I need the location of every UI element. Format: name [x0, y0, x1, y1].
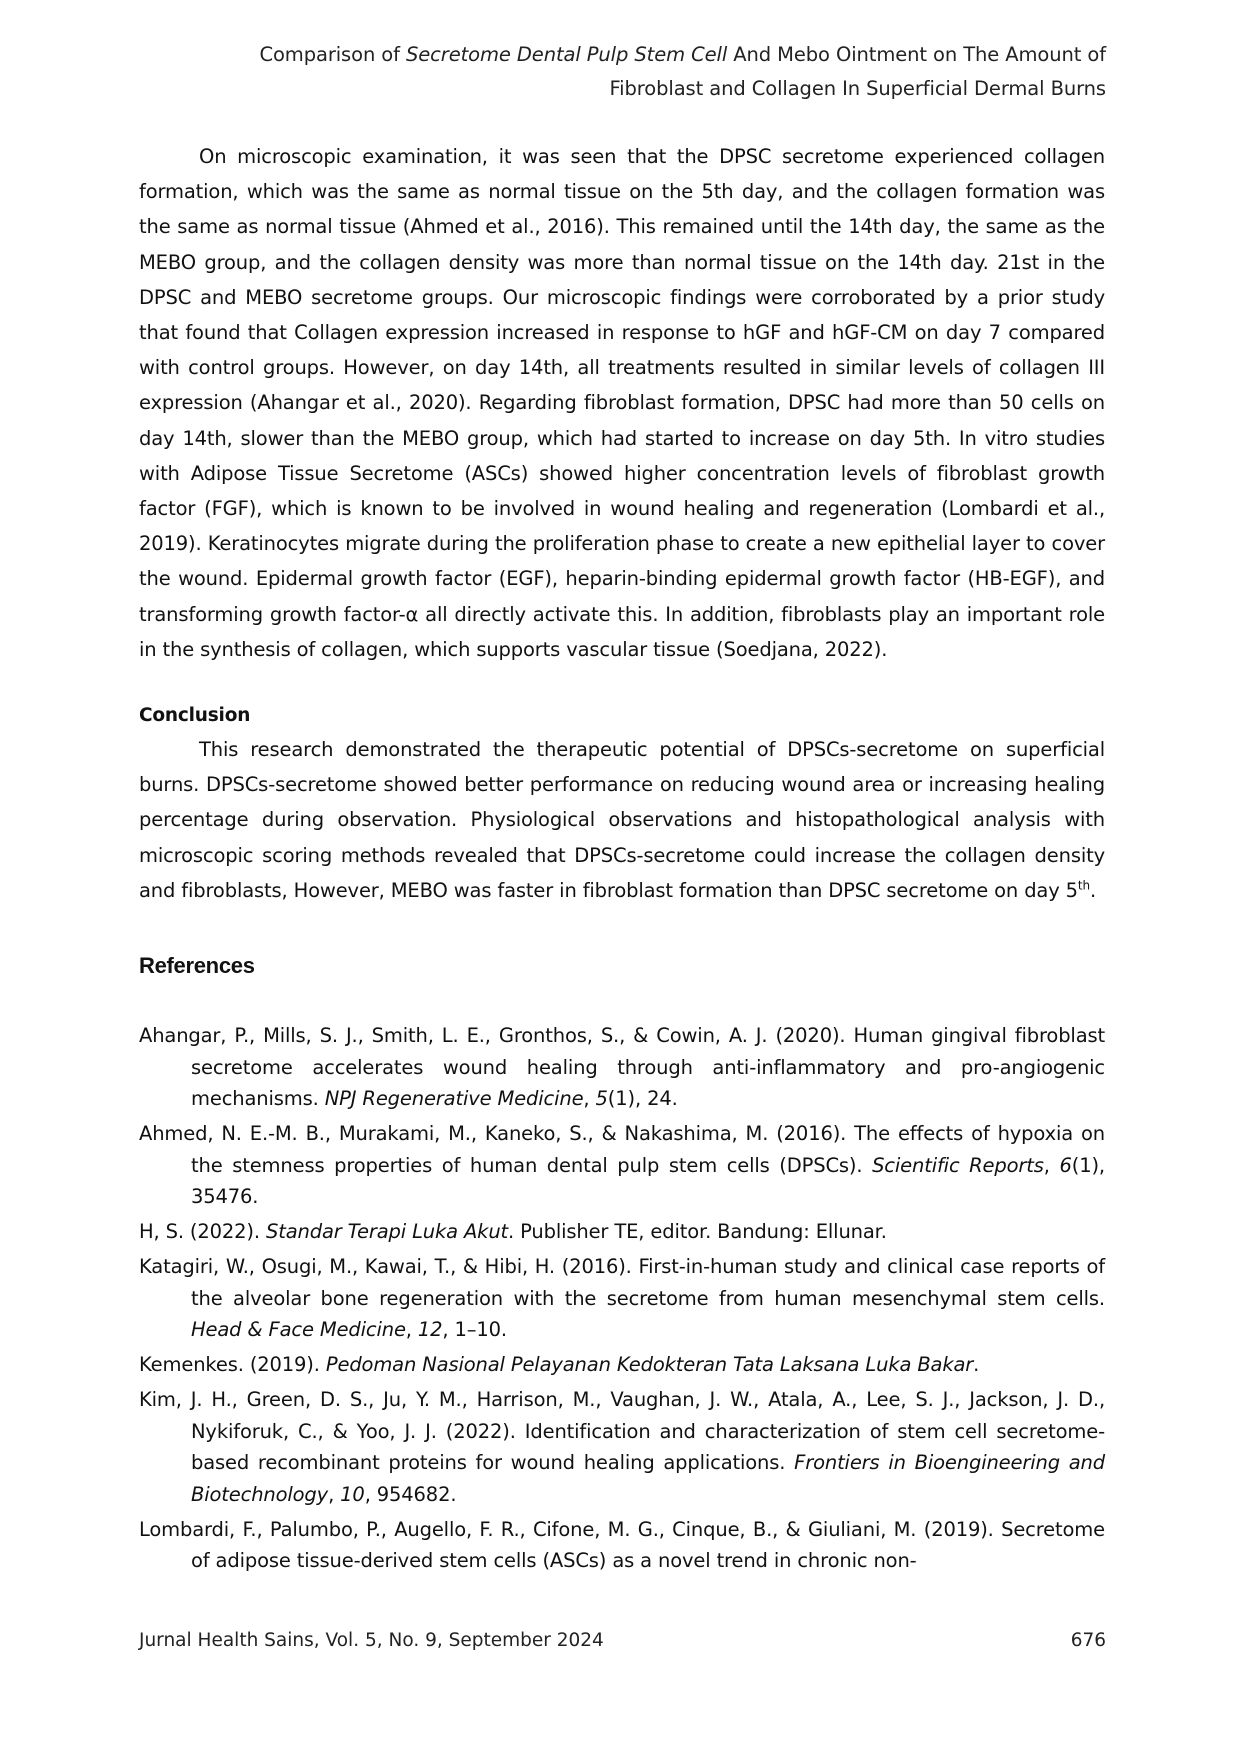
references-heading: References	[139, 953, 255, 979]
discussion-paragraph: On microscopic examination, it was seen that the DPSC secretome experienced collagen formation, which was the same as normal tissue on the 5th day, and the collagen formation was the same as normal tissue (Ahmed et al., 2016). This remained until the 14th day, the same as the MEBO group, and the collagen density was more than normal tissue on the 14th day. 21st in the DPSC and MEBO secretome groups. Our microscopic findings were corroborated by a prior study that found that Collagen expression increased in response to hGF and hGF-CM on day 7 compared with control groups. However, on day 14th, all treatments resulted in similar levels of collagen III expression (Ahangar et al., 2020). Regarding fibroblast formation, DPSC had more than 50 cells on day 14th, slower than the MEBO group, which had started to increase on day 5th. In vitro studies with Adipose Tissue Secretome (ASCs) showed higher concentration levels of fibroblast growth factor (FGF), which is known to be involved in wound healing and regeneration (Lombardi et al., 2019). Keratinocytes migrate during the proliferation phase to create a new epithelial layer to cover the wound. Epidermal growth factor (EGF), heparin-binding epidermal growth factor (HB-EGF), and transforming growth factor-α all directly activate this. In addition, fibroblasts play an important role in the synthesis of collagen, which supports vascular tissue (Soedjana, 2022).	[139, 145, 1105, 661]
reference-item: Kim, J. H., Green, D. S., Ju, Y. M., Harrison, M., Vaughan, J. W., Atala, A., Lee, S. J., Jackson, J. D., Nykiforuk, C., & Yoo, J. J. (2022). Identification and characterization of stem cell secretome-based recombinant proteins for wound healing applications. Frontiers in Bioengineering and Biotechnology, 10, 954682.	[139, 1388, 1105, 1506]
running-header-italic: Secretome Dental Pulp Stem Cell	[406, 43, 728, 66]
reference-item: Ahangar, P., Mills, S. J., Smith, L. E., Gronthos, S., & Cowin, A. J. (2020). Human gingival fibroblast secretome accelerates wound healing through anti-inflammatory and pro-angiogenic mechanisms. NPJ Regenerative Medicine, 5(1), 24.	[139, 1024, 1105, 1111]
conclusion-paragraph: This research demonstrated the therapeutic potential of DPSCs-secretome on superficial burns. DPSCs-secretome showed better performance on reducing wound area or increasing healing percentage during observation. Physiological observations and histopathological analysis with microscopic scoring methods revealed that DPSCs-secretome could increase the collagen density and fibroblasts, However, MEBO was faster in fibroblast formation than DPSC secretome on day 5th.	[139, 738, 1105, 902]
reference-item: H, S. (2022). Standar Terapi Luka Akut. Publisher TE, editor. Bandung: Ellunar.	[139, 1220, 887, 1244]
superscript-th: th	[1077, 878, 1090, 893]
conclusion-heading: Conclusion	[139, 705, 251, 727]
reference-list	[139, 1020, 1105, 1577]
running-header-line-2: Fibroblast and Collagen In Superficial Dermal Burns	[609, 77, 1106, 100]
running-header	[126, 38, 1106, 106]
running-header-line-1: Comparison of Secretome Dental Pulp Stem Cell And Mebo Ointment on The Amount of	[259, 43, 1106, 66]
reference-item: Katagiri, W., Osugi, M., Kawai, T., & Hibi, H. (2016). First-in-human study and clinical case reports of the alveolar bone regeneration with the secretome from human mesenchymal stem cells. Head & Face Medicine, 12, 1–10.	[139, 1255, 1105, 1342]
footer-journal: Jurnal Health Sains, Vol. 5, No. 9, September 2024	[139, 1630, 604, 1651]
reference-item: Kemenkes. (2019). Pedoman Nasional Pelayanan Kedokteran Tata Laksana Luka Bakar.	[139, 1353, 980, 1377]
page-body	[139, 139, 1105, 1580]
reference-item: Ahmed, N. E.-M. B., Murakami, M., Kaneko, S., & Nakashima, M. (2016). The effects of hypoxia on the stemness properties of human dental pulp stem cells (DPSCs). Scientific Reports, 6(1), 35476.	[139, 1122, 1105, 1209]
page-number: 676	[1070, 1630, 1106, 1651]
reference-item: Lombardi, F., Palumbo, P., Augello, F. R., Cifone, M. G., Cinque, B., & Giuliani, M. (2019). Secretome of adipose tissue-derived stem cells (ASCs) as a novel trend in chronic non-	[139, 1517, 1105, 1573]
